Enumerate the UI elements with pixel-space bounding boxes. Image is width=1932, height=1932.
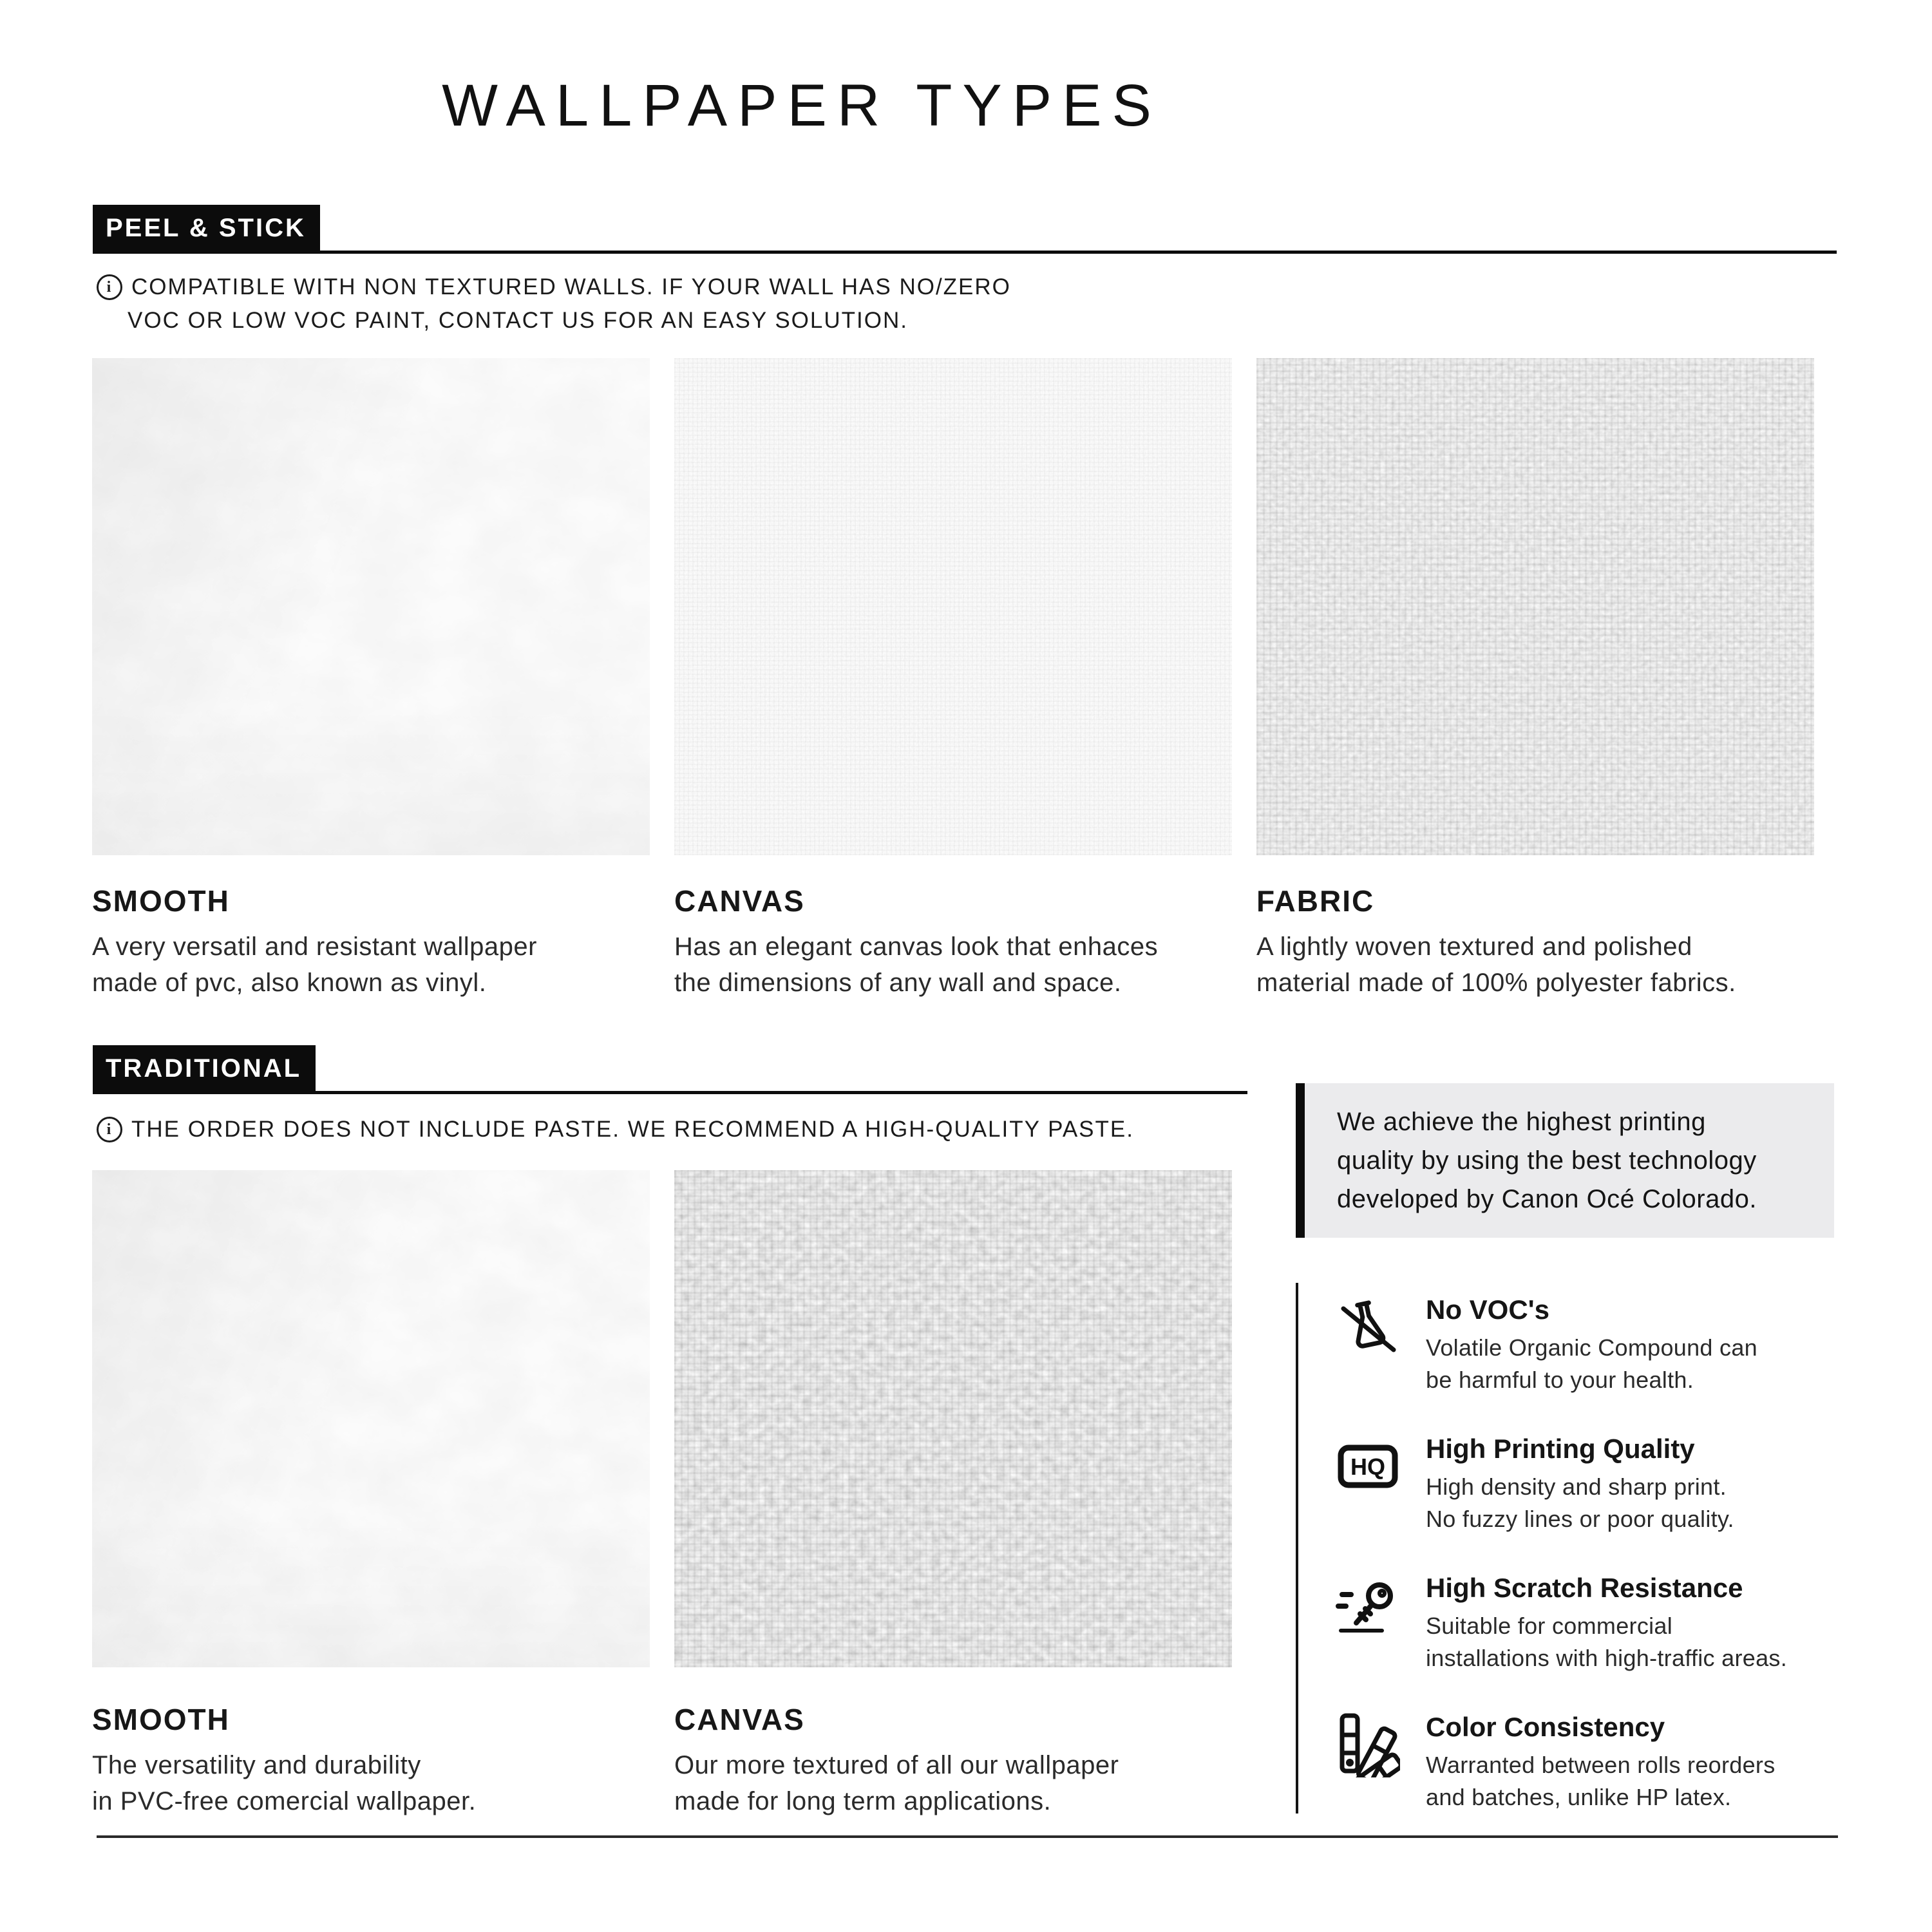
page-title: WALLPAPER TYPES — [442, 73, 1162, 138]
swatch-label: CANVAS — [674, 1703, 805, 1736]
note-line: THE ORDER DOES NOT INCLUDE PASTE. WE RECOMMEND A HIGH-QUALITY PASTE. — [131, 1117, 1134, 1142]
feature-description: Volatile Organic Compound can be harmful to your health. — [1426, 1334, 1758, 1393]
feature-text — [1426, 1432, 1734, 1535]
info-icon: i — [97, 1117, 122, 1142]
feature-title: High Scratch Resistance — [1426, 1573, 1743, 1603]
swatch-description: A lightly woven textured and polished material made of 100% polyester fabrics. — [1256, 933, 1736, 997]
traditional-note — [97, 1113, 1134, 1146]
feature-high-printing-quality — [1336, 1432, 1834, 1535]
printing-quality-callout: We achieve the highest printing quality by using the best technology developed by Canon Océ Colorado. — [1296, 1083, 1834, 1238]
texture-swatch-smooth — [92, 358, 650, 855]
swatch-cell-fabric — [1256, 358, 1814, 1001]
no-voc-flask-icon — [1336, 1293, 1400, 1360]
printing-quality-sidebar — [1296, 1083, 1834, 1850]
feature-text — [1426, 1710, 1776, 1814]
feature-title: No VOC's — [1426, 1294, 1550, 1325]
section-head-peel-and-stick — [93, 205, 1837, 254]
feature-high-scratch-resistance — [1336, 1571, 1834, 1674]
swatch-label: FABRIC — [1256, 884, 1375, 918]
feature-description: Suitable for commercial installations with high-traffic areas. — [1426, 1613, 1787, 1671]
peel-and-stick-swatch-row — [92, 358, 1814, 1001]
feature-title: Color Consistency — [1426, 1712, 1665, 1742]
swatch-description: The versatility and durability in PVC-free comercial wallpaper. — [92, 1751, 477, 1815]
scratch-key-icon — [1336, 1571, 1400, 1638]
texture-swatch-canvas — [674, 358, 1232, 855]
swatch-cell-canvas — [674, 358, 1232, 1001]
feature-description: High density and sharp print. No fuzzy lines or poor quality. — [1426, 1473, 1734, 1532]
texture-swatch-fabric — [1256, 358, 1814, 855]
texture-swatch-canvas — [674, 1170, 1232, 1667]
bottom-divider — [97, 1835, 1838, 1838]
feature-color-consistency — [1336, 1710, 1834, 1814]
swatch-description: Our more textured of all our wallpaper made for long term applications. — [674, 1751, 1119, 1815]
feature-no-vocs — [1336, 1293, 1834, 1396]
hq-badge-icon — [1336, 1432, 1400, 1499]
swatch-label: CANVAS — [674, 884, 805, 918]
feature-text — [1426, 1571, 1787, 1674]
info-icon: i — [97, 274, 122, 300]
section-badge: PEEL & STICK — [93, 205, 320, 251]
feature-text — [1426, 1293, 1757, 1396]
section-head-traditional — [93, 1045, 1247, 1094]
swatch-description: Has an elegant canvas look that enhaces the dimensions of any wall and space. — [674, 933, 1159, 997]
feature-list — [1296, 1283, 1834, 1814]
swatch-cell-canvas — [674, 1170, 1232, 1819]
swatch-cell-smooth — [92, 1170, 650, 1819]
section-badge: TRADITIONAL — [93, 1045, 316, 1091]
traditional-swatch-row — [92, 1170, 1232, 1819]
svg-text:HQ: HQ — [1350, 1454, 1385, 1480]
color-swatch-fan-icon — [1336, 1710, 1400, 1777]
feature-description: Warranted between rolls reorders and batches, unlike HP latex. — [1426, 1752, 1776, 1810]
peel-and-stick-note — [97, 270, 1011, 337]
swatch-label: SMOOTH — [92, 884, 230, 918]
swatch-description: A very versatil and resistant wallpaper made of pvc, also known as vinyl. — [92, 933, 537, 997]
texture-swatch-smooth — [92, 1170, 650, 1667]
note-line: VOC OR LOW VOC PAINT, CONTACT US FOR AN EASY SOLUTION. — [128, 308, 908, 333]
swatch-label: SMOOTH — [92, 1703, 230, 1736]
swatch-cell-smooth — [92, 358, 650, 1001]
note-line: COMPATIBLE WITH NON TEXTURED WALLS. IF YOUR WALL HAS NO/ZERO — [131, 274, 1011, 299]
feature-title: High Printing Quality — [1426, 1434, 1695, 1464]
